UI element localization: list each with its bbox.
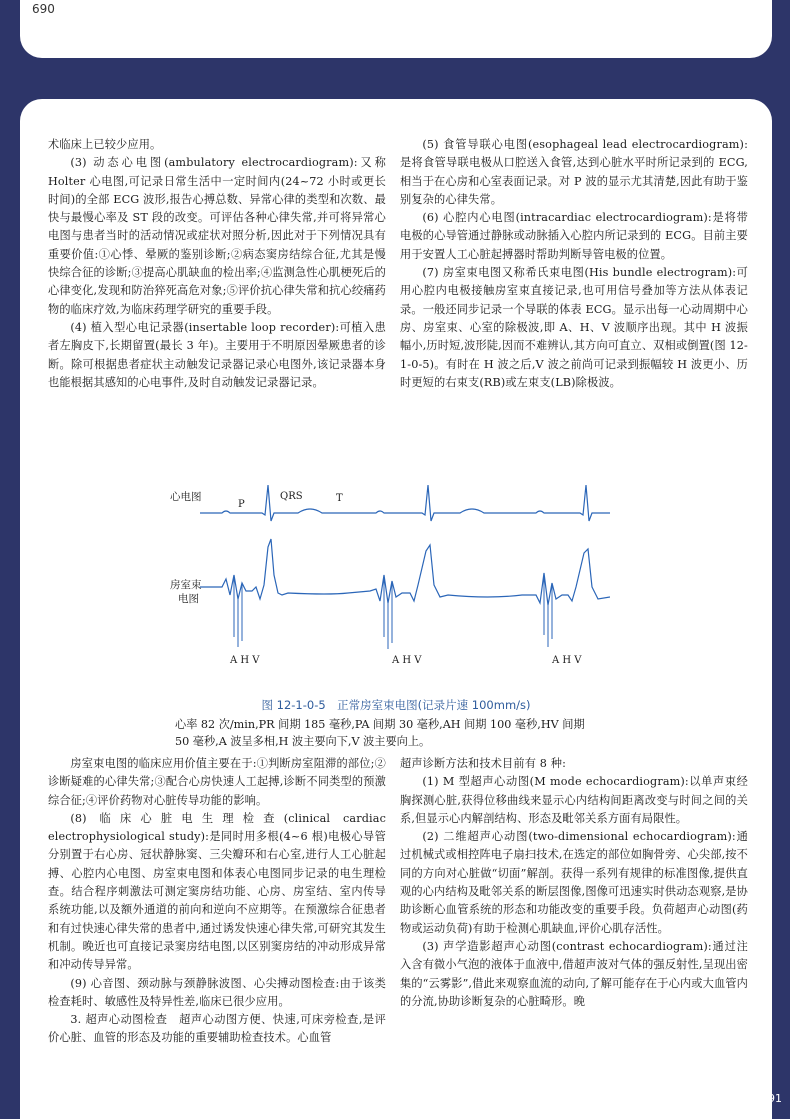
right-column-top (400, 136, 748, 392)
paragraph: 房室束电图的临床应用价值主要在于:①判断房室阻滞的部位;②诊断疑难的心律失常;③配合心房快速人工起搏,诊断不同类型的预激综合征;④评价药物对心脏传导功能的影响。 (48, 757, 386, 807)
paragraph: (5) 食管导联心电图(esophageal lead electrocardiogram):是将食管导联电极从口腔送入食管,达到心脏水平时所记录到的 ECG,相当于在心房和心室表面记录。对 P 波的显示尤其清楚,因此有助于鉴别复杂的心律失常。 (400, 138, 748, 206)
paragraph: (4) 植入型心电记录器(insertable loop recorder):可植入患者左胸皮下,长期留置(最长 3 年)。主要用于不明原因晕厥患者的诊断。除可根据患者症状主动触发记录器记录心电图外,该记录器本身也能根据其感知的心电事件,及时自动触发记录器记录。 (48, 320, 386, 389)
qrs-label: QRS (280, 491, 303, 502)
figure-note (175, 716, 615, 750)
paragraph: (6) 心腔内心电图(intracardiac electrocardiogram):是将带电极的心导管通过静脉或动脉插入心腔内所记录到的 ECG。目前主要用于安置人工心脏起搏器时帮助判断导管电极的位置。 (400, 211, 748, 261)
paragraph: (2) 二维超声心动图(two-dimensional echocardiogram):通过机械式或相控阵电子扇扫技术,在选定的部位如胸骨旁、心尖部,按不同的方向对心脏做“切面”解剖。获得一系列有规律的标准图像,提供直观的心内结构及毗邻关系的断层图像,图像可迅速实时供动态观察,是协助诊断心血管系统的形态和功能改变的重要手段。负荷超声心动图(药物或运动负荷)有助于检测心肌缺血,评价心肌存活性。 (400, 830, 748, 935)
figure-caption: 图 12-1-0-5 正常房室束电图(记录片速 100mm/s) (261, 698, 531, 712)
ecg-label: 心电图 (170, 491, 202, 503)
paragraph: (8) 临床心脏电生理检查(clinical cardiac electrophysiological study):是同时用多根(4~6 根)电极心导管分别置于右心房、冠状静脉窦、三尖瓣环和右心室,进行人工心脏起搏、心腔内心电图、房室束电图和体表心电图同步记录的电生理检查。结合程序刺激法可测定窦房结功能、心房、房室结、室内传导系统功能,以及额外通道的前向和逆向不应期等。在预激综合征患者和有过快速心律失常的患者中,通过诱发快速心律失常,可研究其发生机制。晚近也可直接记录窦房结电图,以区别窦房结的冲动形成异常和冲动传导异常。 (48, 811, 386, 972)
ahv-label: A H V (392, 655, 422, 666)
page (20, 99, 772, 1119)
his-bundle-figure (170, 477, 610, 691)
left-column-bottom (48, 755, 386, 1048)
t-wave-label: T (336, 493, 343, 504)
next-page-number: 691 (761, 1092, 782, 1105)
paragraph: (3) 声学造影超声心动图(contrast echocardiogram):通过注入含有微小气泡的液体于血液中,借超声波对气体的强反射性,呈现出密集的“云雾影”,借此来观察血流的动向,了解可能存在于心内或大血管内的分流,协助诊断复杂的心脏畸形。晚 (400, 939, 748, 1008)
his-electrogram-trace (200, 539, 610, 605)
left-column-top (48, 136, 386, 392)
paragraph: (7) 房室束电图又称希氏束电图(His bundle electrogram):可用心腔内电极接触房室束直接记录,也可用信号叠加等方法从体表记录。一般还同步记录一个导联的体表 ECG。显示出每一心动周期中心房、房室束、心室的除极波,即 A、H、V 波顺序出现。其中 H 波振幅小,历时短,波形陡,因而不难辨认,其方向可直立、双相或倒置(图 12-1-0-5)。有时在 H 波之后,V 波之前尚可记录到振幅较 H 波更小、历时更短的右束支(RB)或左束支(LB)除极波。 (400, 266, 748, 389)
paragraph: (1) M 型超声心动图(M mode echocardiogram):以单声束经胸探测心脏,获得位移曲线来显示心内结构间距离改变与时间之间的关系,但显示心内解剖结构、形态及毗邻关系方面有局限性。 (400, 775, 748, 825)
page-number: 690 (32, 2, 55, 16)
paragraph: 3. 超声心动图检查 超声心动图方便、快速,可床旁检查,是评价心脏、血管的形态及功能的重要辅助检查技术。心血管 (48, 1013, 386, 1045)
ahv-label: A H V (230, 655, 260, 666)
paragraph: (9) 心音图、颈动脉与颈静脉波图、心尖搏动图检查:由于该类检查耗时、敏感性及特异性差,临床已很少应用。 (48, 976, 386, 1008)
previous-page-fragment (20, 0, 772, 58)
figure-note-line: 心率 82 次/min,PR 间期 185 毫秒,PA 间期 30 毫秒,AH 间期 100 毫秒,HV 间期 (175, 718, 585, 731)
paragraph: 术临床上已较少应用。 (48, 138, 162, 151)
p-wave-label: P (238, 499, 245, 510)
ahv-label: A H V (552, 655, 582, 666)
paragraph: (3) 动态心电图(ambulatory electrocardiogram):又称 Holter 心电图,可记录日常生活中一定时间内(24~72 小时或更长时间)的全部 ECG 波形,报告心搏总数、异常心律的类型和次数、最快与最慢心率及 ST 段的改变。可评估各种心律失常,并可将异常心电图与患者当时的活动情况或症状对照分析,因此对于下列情况具有重要价值:①心悸、晕厥的鉴别诊断;②病态窦房结综合征,尤其是慢快综合征的诊断;③提高心肌缺血的检出率;④监测急性心肌梗死后的心律变化,发现和防治猝死高危对象;⑤评价抗心律失常和抗心绞痛药物的临床疗效,为临床药理学研究的重要手段。 (48, 156, 386, 316)
figure-note-line: 50 毫秒,A 波呈多相,H 波主要向下,V 波主要向上。 (175, 735, 431, 748)
his-label-line2: 电图 (178, 593, 199, 605)
ecg-trace (200, 485, 610, 521)
paragraph: 超声诊断方法和技术目前有 8 种: (400, 757, 566, 770)
right-column-bottom (400, 755, 748, 1011)
his-label-line1: 房室束 (170, 579, 202, 591)
